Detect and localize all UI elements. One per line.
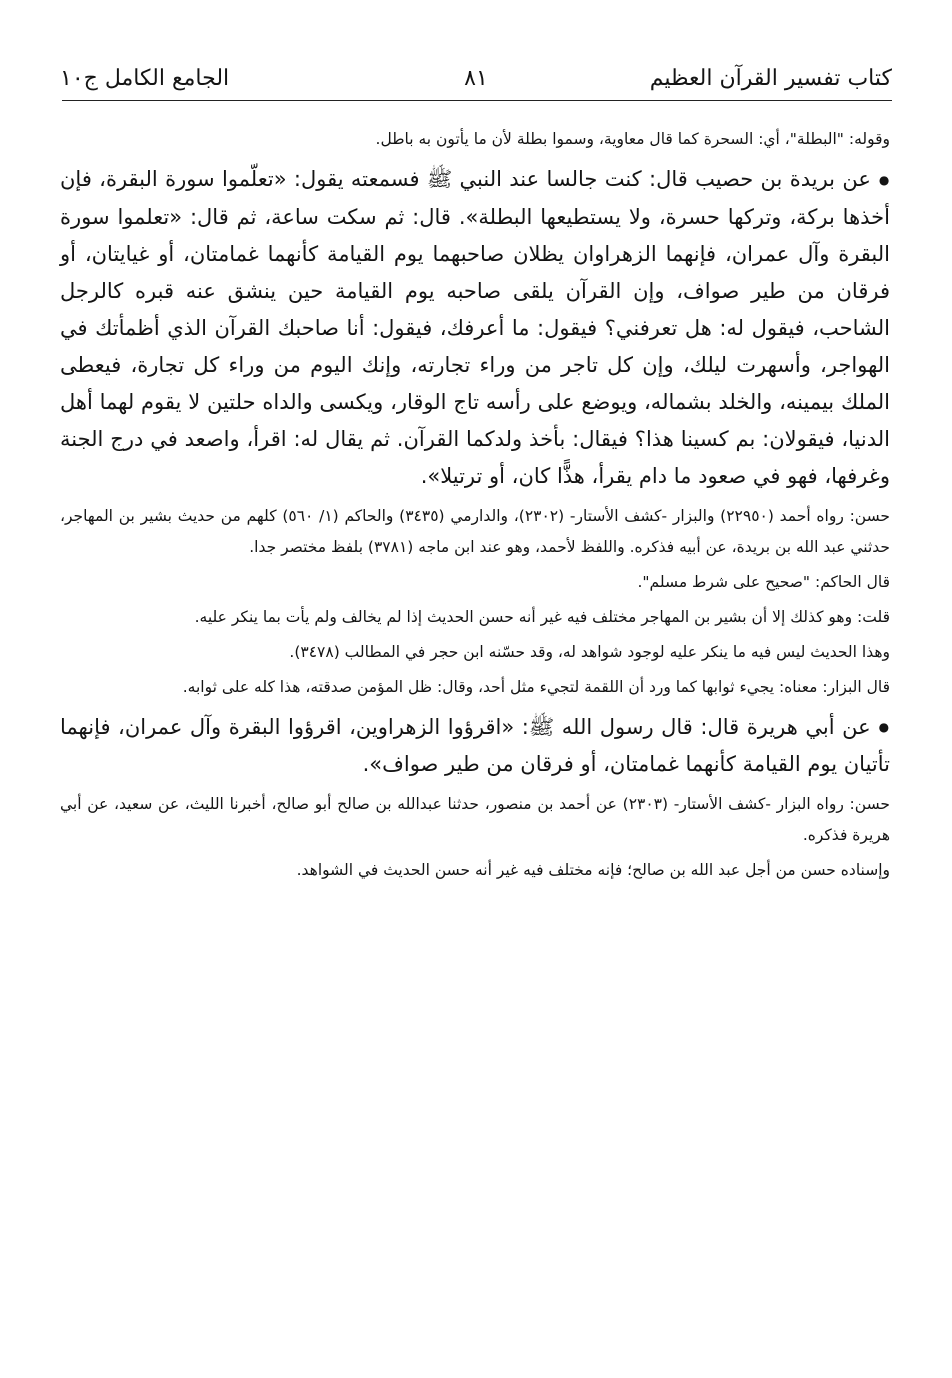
page-header: [60, 48, 892, 102]
header-divider: [62, 100, 892, 101]
commentary-paragraph: قال الحاكم: "صحيح على شرط مسلم".: [637, 572, 890, 591]
book-title: كتاب تفسير القرآن العظيم: [649, 66, 892, 91]
commentary-paragraph: وهذا الحديث ليس فيه ما ينكر عليه لوجود شواهد له، وقد حسّنه ابن حجر في المطالب (٣٤٧٨).: [289, 642, 890, 661]
hadith-paragraph: ● عن بريدة بن حصيب قال: كنت جالسا عند النبي ﷺ فسمعته يقول: «تعلّموا سورة البقرة، فإن أخذها بركة، وتركها حسرة، ولا يستطيعها البطلة». قال: ثم سكت ساعة، ثم قال: «تعلموا سورة البقرة وآل عمران، فإنهما الزهراوان يظلان صاحبهما يوم القيامة كأنهما غمامتان، أو غيايتان، أو فرقان من طير صواف، وإن القرآن يلقى صاحبه يوم القيامة حين ينشق عنه قبره كالرجل الشاحب، فيقول له: هل تعرفني؟ فيقول: ما أعرفك، فيقول: أنا صاحبك القرآن الذي أظمأتك في الهواجر، وأسهرت ليلك، وإن كل تاجر من وراء تجارته، وإنك اليوم من وراء كل تجارة، فيعطى الملك بيمينه، والخلد بشماله، ويوضع على رأسه تاج الوقار، ويكسى والداه حلتين لا يقوم لهما أهل الدنيا، فيقولان: بم كسينا هذا؟ فيقال: بأخذ ولدكما القرآن. ثم يقال له: اقرأ، واصعد في درج الجنة وغرفها، فهو في صعود ما دام يقرأ، هذًّا كان، أو ترتيلا».: [60, 161, 890, 495]
commentary-paragraph: قال البزار: معناه: يجيء ثوابها كما ورد أن اللقمة لتجيء مثل أحد، وقال: ظل المؤمن صدقته، هذا كله على ثوابه.: [182, 677, 890, 696]
takhrij-paragraph: حسن: رواه أحمد (٢٢٩٥٠) والبزار -كشف الأستار- (٢٣٠٢)، والدارمي (٣٤٣٥) والحاكم (١/ ٥٦٠) كلهم من حديث بشير بن المهاجر، حدثني عبد الله بن بريدة، عن أبيه فذكره. واللفظ لأحمد، وهو عند ابن ماجه (٣٧٨١) بلفظ مختصر جدا.: [60, 506, 890, 556]
commentary-paragraph: قلت: وهو كذلك إلا أن بشير بن المهاجر مختلف فيه غير أنه حسن الحديث إذا لم يخالف ولم يأت بما ينكر عليه.: [194, 607, 890, 626]
commentary-paragraph: وقوله: "البطلة"، أي: السحرة كما قال معاوية، وسموا بطلة لأن ما يأتون به باطل.: [375, 130, 890, 148]
commentary-paragraph: وإسناده حسن من أجل عبد الله بن صالح؛ فإنه مختلف فيه غير أنه حسن الحديث في الشواهد.: [296, 861, 890, 879]
hadith-paragraph: ● عن أبي هريرة قال: قال رسول الله ﷺ: «اقرؤوا الزهراوين، اقرؤوا البقرة وآل عمران، فإنهما تأتيان يوم القيامة كأنهما غمامتان، أو فرقان من طير صواف».: [60, 709, 890, 784]
takhrij-paragraph: حسن: رواه البزار -كشف الأستار- (٢٣٠٣) عن أحمد بن منصور، حدثنا عبدالله بن صالح أبو صالح، أخبرنا الليث، عن سعيد، عن أبي هريرة فذكره.: [60, 795, 890, 844]
page-number: ٨١: [464, 66, 488, 91]
page-body: [60, 124, 890, 886]
volume-label: الجامع الكامل ج١٠: [60, 66, 230, 91]
